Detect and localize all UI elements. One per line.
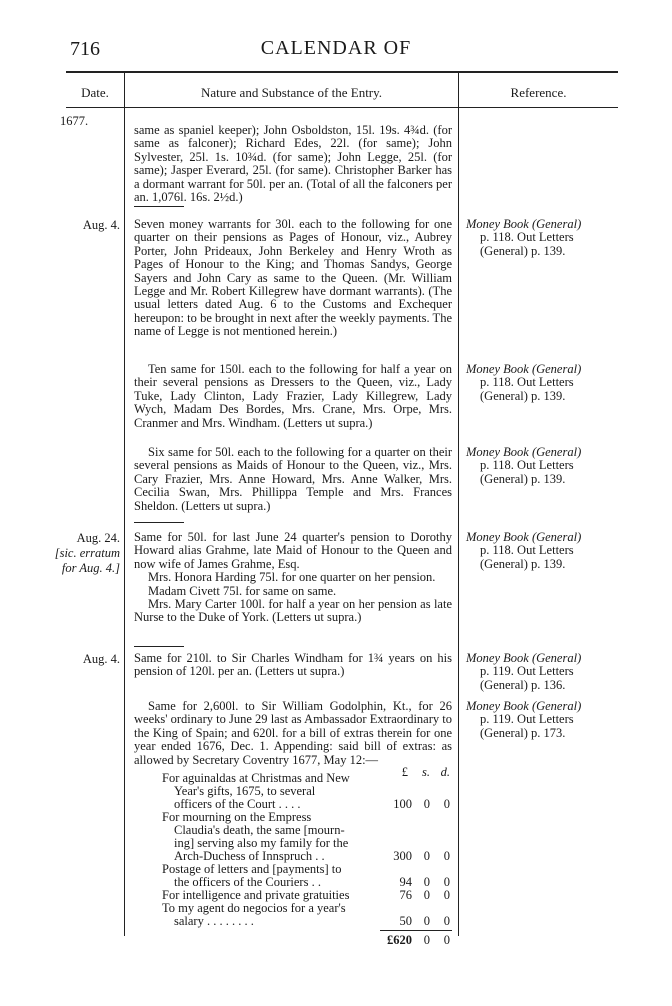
account-pounds: 300	[393, 849, 412, 863]
entry-date: Aug. 4.	[82, 652, 120, 666]
column-header-reference: Reference.	[510, 85, 567, 100]
account-shillings: 0	[423, 914, 430, 928]
account-total-pence: 0	[443, 933, 450, 947]
account-shillings: 0	[423, 849, 430, 863]
column-header-date: Date.	[81, 85, 109, 100]
account-item-line: Arch-Duchess of Innspruch . .	[174, 849, 325, 863]
entry-reference: Money Book (General) p. 118. Out Letters (General) p. 139.	[466, 530, 582, 571]
account-pence: 0	[443, 888, 450, 902]
entry-text: Same for 2,600l. to Sir William Godolphin, Kt., for 26 weeks' ordinary to June 29 last as Ambassador Extraordinary to the King of Spain; and 620l. for a bill of extras therein for one year ended 1676, Dec. 1. Appending: said bill of extras: as allowed by Secretary Coventry 1677, May 12:—	[134, 699, 452, 767]
shillings-header: s.	[422, 765, 430, 779]
account-item-line: Postage of letters and [payments] to	[162, 862, 342, 876]
entry-reference: Money Book (General) p. 118. Out Letters (General) p. 139.	[466, 217, 582, 258]
account-total-shillings: 0	[423, 933, 430, 947]
entry-date: Aug. 4.	[82, 218, 120, 232]
account-shillings: 0	[423, 888, 430, 902]
entry-text: Same for 50l. for last June 24 quarter's pension to Dorothy Howard alias Grahme, late Maid of Honour to the Queen and now wife of James Grahme, Esq. Mrs. Honora Harding 75l. for one quarter on her pension. Madam Civett 75l. for same on same. Mrs. Mary Carter 100l. for half a year on her pension as late Nurse to the Duke of York. (Letters ut supra.)	[134, 530, 452, 625]
entry-reference: Money Book (General) p. 118. Out Letters (General) p. 139.	[466, 445, 582, 486]
account-pence: 0	[443, 849, 450, 863]
account-pence: 0	[443, 875, 450, 889]
account-total-pounds: £620	[387, 933, 412, 947]
total-rule	[380, 930, 452, 931]
entry-text: Ten same for 150l. each to the following for half a year on their several pensions as Dressers to the Queen, viz., Lady Tuke, Lady Clinton, Lady Frazier, Lady Killegrew, Lady Wych, Madam Des Bordes, Mrs. Crane, Mrs. Orpe, Mrs. Cranmer and Mrs. Windham. (Letters ut supra.)	[134, 362, 452, 430]
entry-text: Six same for 50l. each to the following for a quarter on their several pensions as Maids of Honour to the Queen, viz., Mrs. Cary Frazier, Mrs. Anne Howard, Mrs. Anne Walker, Mrs. Cecilia Swan, Mrs. Phillippa Temple and Mrs. Frances Sheldon. (Letters ut supra.)	[134, 445, 452, 513]
entry-date: Aug. 24. [sic. erratum for Aug. 4.]	[54, 531, 120, 575]
page-number: 716	[70, 38, 100, 60]
account-shillings: 0	[423, 797, 430, 811]
entry-reference: Money Book (General) p. 118. Out Letters (General) p. 139.	[466, 362, 582, 403]
entry-text: Same for 210l. to Sir Charles Windham for 1¾ years on his pension of 120l. per an. (Letters ut supra.)	[134, 651, 452, 679]
entry-text: Seven money warrants for 30l. each to the following for one quarter on their pensions as Pages of Honour, viz., Aubrey Porter, John Prideaux, John Berkeley and Henry Wroth as Pages of Honour to the King; and Thomas Sandys, George Sayers and John Cary as same to the Queen. (Mr. William Legge and Mr. Robert Killegrew have dormant warrants). (The usual letters dated Aug. 6 to the Customs and Exchequer hereupon: to be brought in next after the weekly payments. The name of Legge is not mentioned herein.)	[134, 217, 452, 339]
account-item-line: For mourning on the Empress	[162, 810, 312, 824]
account-item-line: officers of the Court . . . .	[174, 797, 301, 811]
account-item-line: Year's gifts, 1675, to several	[174, 784, 316, 798]
account-pounds: 50	[399, 914, 412, 928]
entry-date: 1677.	[60, 114, 89, 128]
account-shillings: 0	[423, 875, 430, 889]
account-item-line: ing] serving also my family for the	[174, 836, 349, 850]
entry-reference: Money Book (General) p. 119. Out Letters (General) p. 173.	[466, 699, 582, 740]
account-pounds: 100	[393, 797, 412, 811]
account-item-line: Claudia's death, the same [mourn-	[174, 823, 345, 837]
account-pence: 0	[443, 797, 450, 811]
account-pounds: 94	[399, 875, 412, 889]
account-pounds: 76	[399, 888, 412, 902]
column-header-nature: Nature and Substance of the Entry.	[200, 85, 383, 100]
account-item-line: salary . . . . . . . .	[174, 914, 254, 928]
entry-reference: Money Book (General) p. 119. Out Letters (General) p. 136.	[466, 651, 582, 692]
entry-text: same as spaniel keeper); John Osboldston, 15l. 19s. 4¾d. (for same as falconer); Richard Edes, 22l. (for same); John Sylvester, 25l. 1s. 10¾d. (for same); John Legge, 25l. (for same); Jasper Everard, 25l. (for same). Christopher Barker has a dormant warrant for 50l. per an. (Total of all the falconers per an. 1,076l. 16s. 2½d.)	[134, 123, 452, 205]
account-item-line: For aguinaldas at Christmas and New	[162, 771, 350, 785]
account-item-line: To my agent do negocios for a year's	[162, 901, 346, 915]
account-item-line: For intelligence and private gratuities	[162, 888, 350, 902]
pence-header: d.	[440, 765, 450, 779]
account-pence: 0	[443, 914, 450, 928]
pounds-header: £	[401, 765, 408, 779]
running-title: CALENDAR OF	[260, 37, 412, 59]
account-item-line: the officers of the Couriers . .	[174, 875, 321, 889]
